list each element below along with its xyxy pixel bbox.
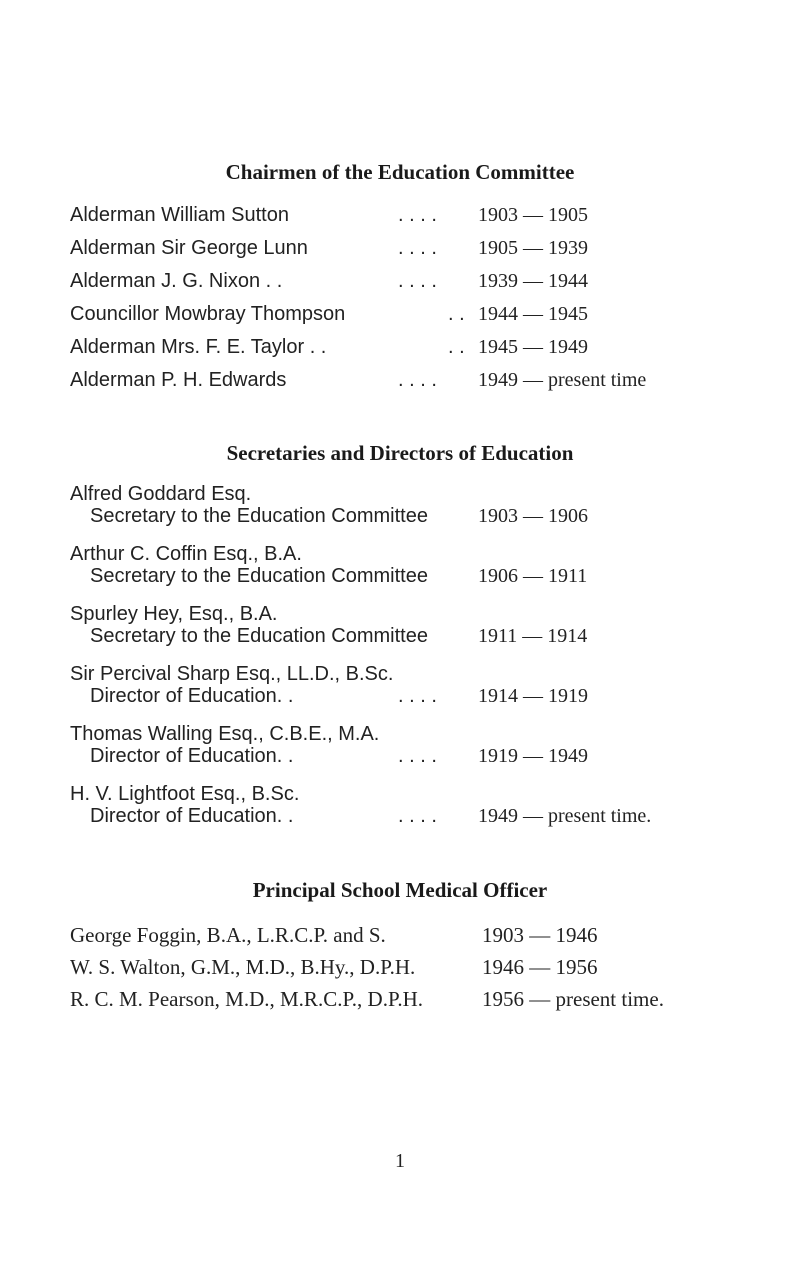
term-years: 1956 — present time. [482, 987, 664, 1011]
person-name: Thomas Walling Esq., C.B.E., M.A. [70, 723, 380, 745]
person-name: W. S. Walton, G.M., M.D., B.Hy., D.P.H. [70, 955, 416, 979]
leader-dots: . . . . [398, 204, 437, 226]
person-name: R. C. M. Pearson, M.D., M.R.C.P., D.P.H. [70, 987, 423, 1011]
term-years: 1949 — present time [478, 369, 647, 391]
term-years: 1946 — 1956 [482, 955, 598, 979]
chairman-name: Alderman P. H. Edwards [70, 369, 287, 391]
person-name: Arthur C. Coffin Esq., B.A. [70, 543, 302, 565]
person-role: Secretary to the Education Committee [90, 505, 428, 527]
chairman-name: Alderman Mrs. F. E. Taylor . . [70, 336, 327, 358]
person-role: Director of Education. . [90, 745, 294, 767]
person-name: Sir Percival Sharp Esq., LL.D., B.Sc. [70, 663, 394, 685]
chairman-name: Alderman Sir George Lunn [70, 237, 308, 259]
term-years: 1939 — 1944 [478, 270, 588, 292]
person-role: Director of Education. . [90, 805, 294, 827]
chairman-name: Councillor Mowbray Thompson [70, 303, 346, 325]
term-years: 1944 — 1945 [478, 303, 588, 325]
secretaries-heading: Secretaries and Directors of Education [226, 441, 574, 465]
leader-dots: . . . . [398, 369, 437, 391]
person-name: H. V. Lightfoot Esq., B.Sc. [70, 783, 300, 805]
term-years: 1919 — 1949 [478, 745, 588, 767]
person-role: Secretary to the Education Committee [90, 625, 428, 647]
term-years: 1914 — 1919 [478, 685, 588, 707]
chairman-name: Alderman J. G. Nixon . . [70, 270, 283, 292]
person-name: Alfred Goddard Esq. [70, 483, 252, 505]
term-years: 1903 — 1906 [478, 505, 588, 527]
chairmen-heading: Chairmen of the Education Committee [225, 160, 575, 184]
leader-dots: . . . . [398, 237, 437, 259]
leader-dots: . . [448, 303, 465, 325]
person-name: Spurley Hey, Esq., B.A. [70, 603, 278, 625]
leader-dots: . . . . [398, 745, 437, 767]
leader-dots: . . . . [398, 685, 437, 707]
person-role: Secretary to the Education Committee [90, 565, 428, 587]
term-years: 1906 — 1911 [478, 565, 588, 587]
page-number: 1 [395, 1150, 405, 1172]
term-years: 1903 — 1905 [478, 204, 588, 226]
leader-dots: . . [448, 336, 465, 358]
term-years: 1949 — present time. [478, 805, 652, 827]
term-years: 1911 — 1914 [478, 625, 588, 647]
term-years: 1905 — 1939 [478, 237, 588, 259]
person-name: George Foggin, B.A., L.R.C.P. and S. [70, 923, 386, 947]
leader-dots: . . . . [398, 805, 437, 827]
term-years: 1945 — 1949 [478, 336, 588, 358]
person-role: Director of Education. . [90, 685, 294, 707]
term-years: 1903 — 1946 [482, 923, 598, 947]
medical-officer-heading: Principal School Medical Officer [252, 878, 548, 902]
leader-dots: . . . . [398, 270, 437, 292]
chairman-name: Alderman William Sutton [70, 204, 289, 226]
